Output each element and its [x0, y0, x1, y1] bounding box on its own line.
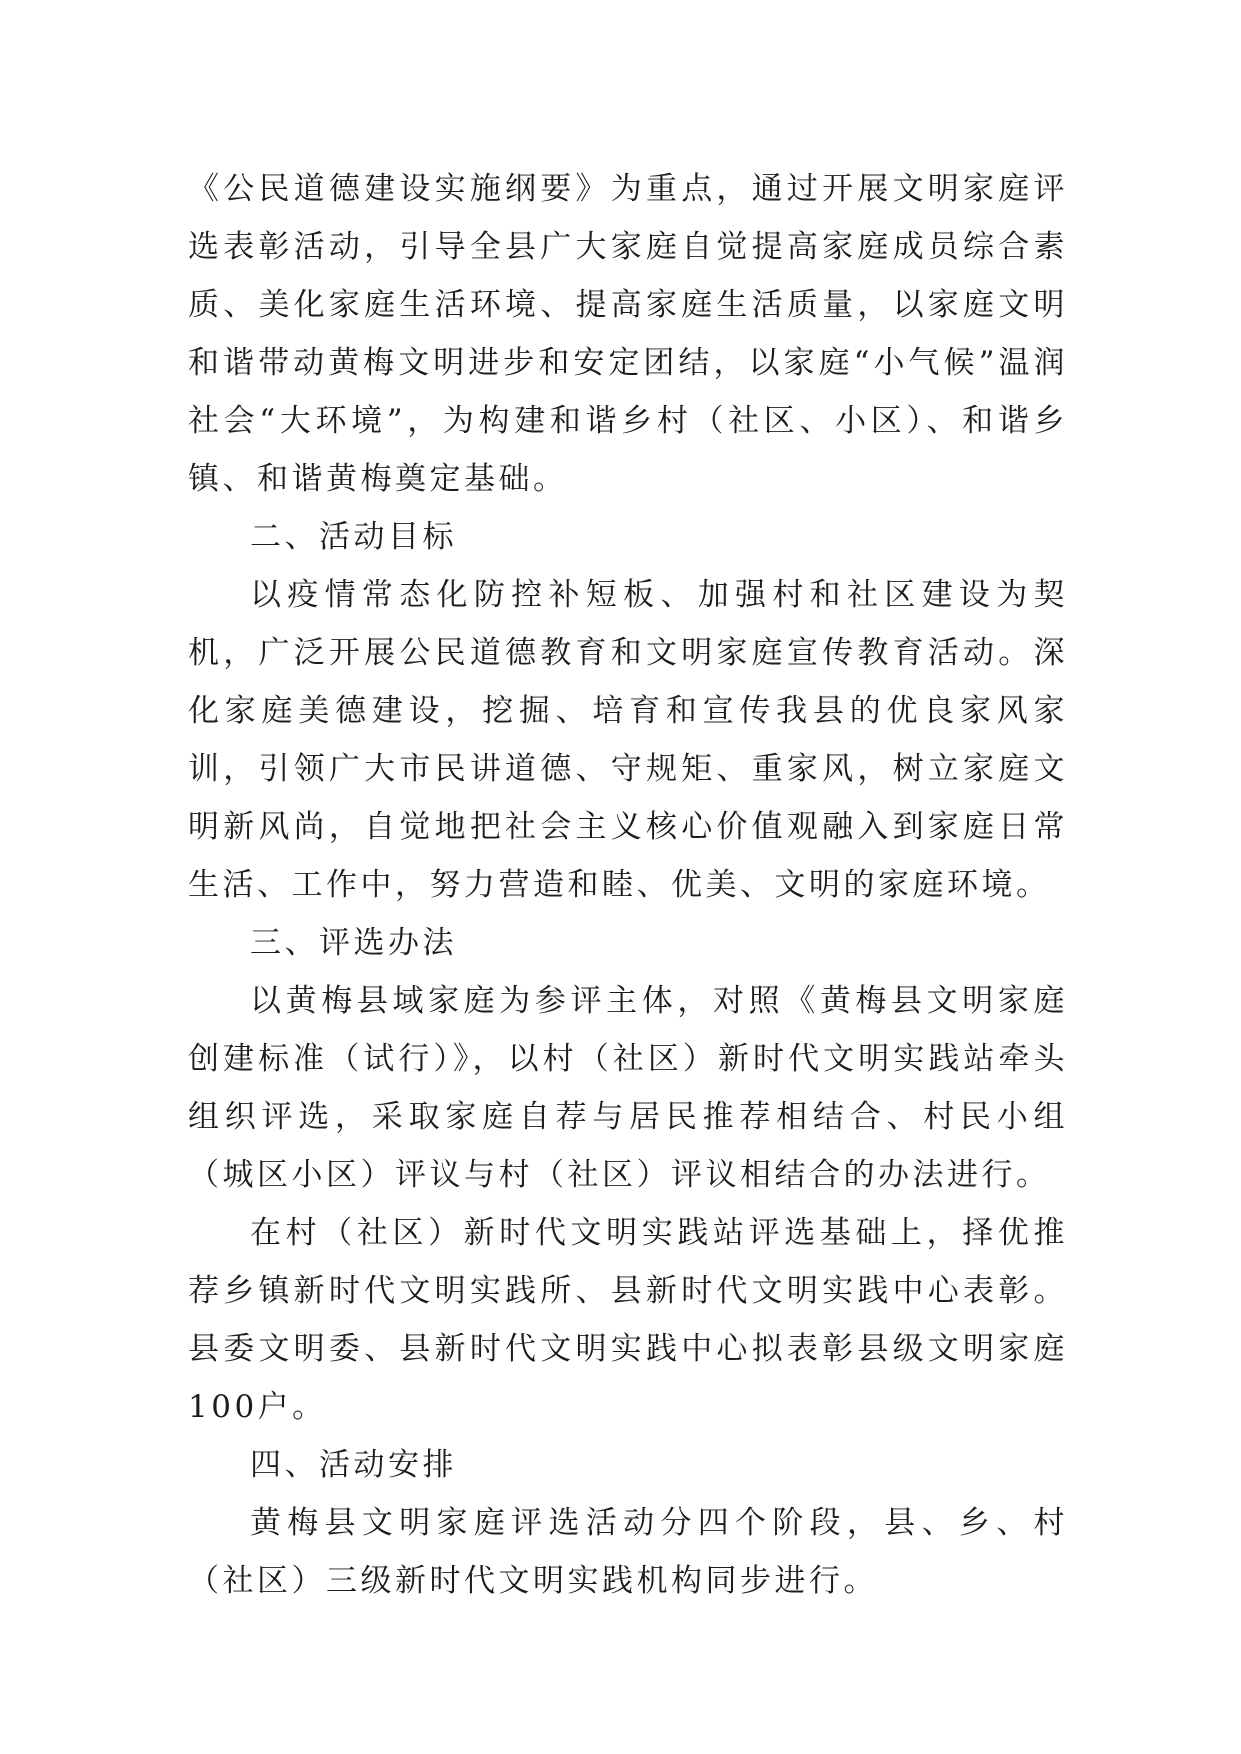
section-heading-selection-method: 三、评选办法 — [250, 925, 457, 961]
paragraph-activity-arrangement: 黄梅县文明家庭评选活动分四个阶段，县、乡、村（社区）三级新时代文明实践机构同步进行。 — [188, 1505, 1068, 1599]
paragraph-selection-method: 以黄梅县域家庭为参评主体，对照《黄梅县文明家庭创建标准（试行）》，以村（社区）新时代文明实践站牵头组织评选，采取家庭自荐与居民推荐相结合、村民小组（城区小区）评议与村（社区）评议相结合的办法进行。 — [188, 983, 1068, 1193]
paragraph-activity-goals: 以疫情常态化防控补短板、加强村和社区建设为契机，广泛开展公民道德教育和文明家庭宣传教育活动。深化家庭美德建设，挖掘、培育和宣传我县的优良家风家训，引领广大市民讲道德、守规矩、重家风，树立家庭文明新风尚，自觉地把社会主义核心价值观融入到家庭日常生活、工作中，努力营造和睦、优美、文明的家庭环境。 — [188, 577, 1068, 903]
section-heading-activity-arrangement: 四、活动安排 — [250, 1447, 457, 1483]
paragraph-intro-continuation: 《公民道德建设实施纲要》为重点，通过开展文明家庭评选表彰活动，引导全县广大家庭自觉提高家庭成员综合素质、美化家庭生活环境、提高家庭生活质量，以家庭文明和谐带动黄梅文明进步和安定团结，以家庭“小气候”温润社会“大环境”，为构建和谐乡村（社区、小区）、和谐乡镇、和谐黄梅奠定基础。 — [188, 171, 1068, 497]
section-heading-activity-goals: 二、活动目标 — [250, 519, 457, 555]
document-body — [188, 160, 1068, 1610]
paragraph-selection-recommendation: 在村（社区）新时代文明实践站评选基础上，择优推荐乡镇新时代文明实践所、县新时代文明实践中心表彰。县委文明委、县新时代文明实践中心拟表彰县级文明家庭100户。 — [188, 1215, 1068, 1425]
